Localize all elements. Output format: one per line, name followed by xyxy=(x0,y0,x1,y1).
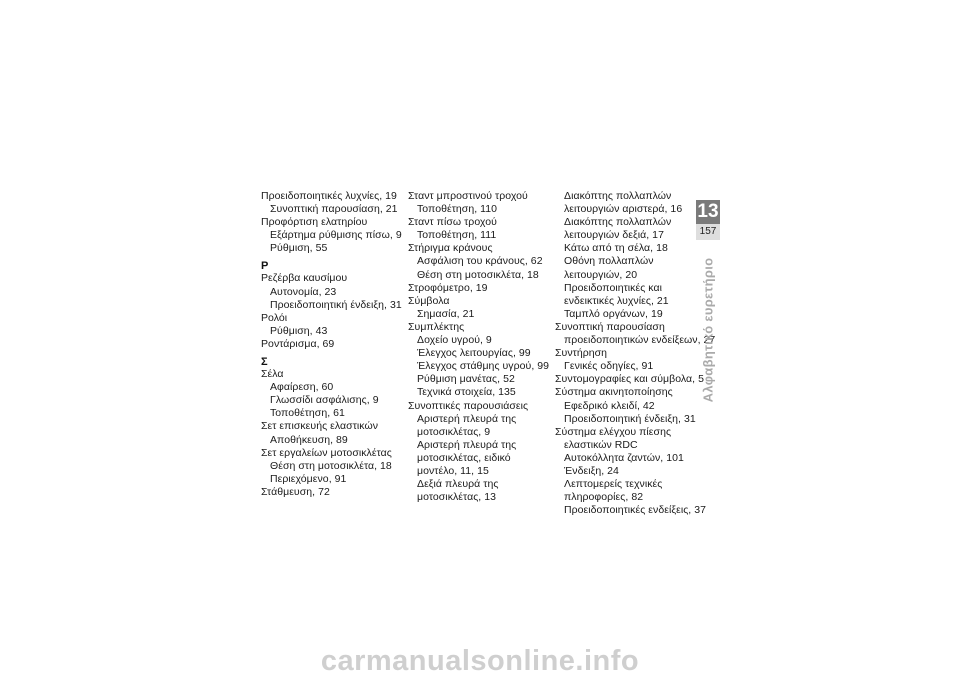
index-entry: Συμπλέκτης xyxy=(408,320,465,333)
index-entry: Τοποθέτηση, 110 xyxy=(417,203,498,216)
index-letter-heading: Ρ xyxy=(261,260,269,273)
index-entry: Δοχείο υγρού, 9 xyxy=(417,334,492,347)
index-entry: Ροντάρισμα, 69 xyxy=(261,337,335,350)
index-entry: Προφόρτιση ελατηρίου xyxy=(261,216,368,229)
index-entry: Συνοπτική παρουσίαση xyxy=(555,320,665,333)
index-entry: ελαστικών RDC xyxy=(564,438,638,451)
index-entry: Θέση στη μοτοσικλέτα, 18 xyxy=(270,459,392,472)
index-entry: Ρεζέρβα καυσίμου xyxy=(261,272,348,285)
index-entry: Κάτω από τη σέλα, 18 xyxy=(564,242,668,255)
index-entry: Συνοπτικές παρουσιάσεις xyxy=(408,399,529,412)
index-entry: Προειδοποιητικές ενδείξεις, 37 xyxy=(564,504,707,517)
index-entry: Αυτονομία, 23 xyxy=(270,285,337,298)
index-entry: ενδεικτικές λυχνίες, 21 xyxy=(564,294,669,307)
index-entry: Έλεγχος λειτουργίας, 99 xyxy=(417,347,531,360)
side-title-text: Αλφαβητικό ευρετήριο xyxy=(700,257,716,403)
index-entry: Σημασία, 21 xyxy=(417,307,475,320)
index-entry: Τοποθέτηση, 111 xyxy=(417,229,497,242)
index-entry: Εξάρτημα ρύθμισης πίσω, 9 xyxy=(270,229,402,242)
index-entry: Συνοπτική παρουσίαση, 21 xyxy=(270,203,398,216)
index-entry: μοντέλο, 11, 15 xyxy=(417,464,489,477)
index-letter-heading: Σ xyxy=(261,356,268,369)
index-entry: Στήριγμα κράνους xyxy=(408,242,493,255)
index-entry: Σετ επισκευής ελαστικών xyxy=(261,420,378,433)
index-entry: Περιεχόμενο, 91 xyxy=(270,472,347,485)
index-entry: Σταντ μπροστινού τροχού xyxy=(408,190,528,202)
index-entry: Προειδοποιητικές λυχνίες, 19 xyxy=(261,190,397,202)
index-entry: Ένδειξη, 24 xyxy=(564,464,619,477)
index-entry: Ταμπλό οργάνων, 19 xyxy=(564,307,663,320)
index-entry: λειτουργιών δεξιά, 17 xyxy=(564,229,664,242)
index-entry: Γλωσσίδι ασφάλισης, 9 xyxy=(270,394,379,407)
watermark: carmanualsonline.info xyxy=(320,645,640,677)
index-entry: Αριστερή πλευρά της xyxy=(417,412,517,425)
index-column-1 xyxy=(261,190,411,499)
index-entry: μοτοσικλέτας, 13 xyxy=(417,491,497,504)
index-entry: Έλεγχος στάθμης υγρού, 99 xyxy=(417,360,550,373)
chapter-tab xyxy=(696,200,720,240)
index-entry: Στάθμευση, 72 xyxy=(261,485,330,498)
index-entry: Ρύθμιση, 55 xyxy=(270,242,328,255)
index-entry: Δεξιά πλευρά της xyxy=(417,478,499,491)
index-entry: Σύστημα ακινητοποίησης xyxy=(555,386,673,399)
index-entry: Αυτοκόλλητα ζαντών, 101 xyxy=(564,451,684,464)
chapter-number: 13 xyxy=(697,201,719,222)
index-entry: πληροφορίες, 82 xyxy=(564,491,644,504)
index-entry: Διακόπτης πολλαπλών xyxy=(564,216,672,229)
index-entry: μοτοσικλέτας, 9 xyxy=(417,425,491,438)
index-entry: Αποθήκευση, 89 xyxy=(270,433,348,446)
index-entry: Ασφάλιση του κράνους, 62 xyxy=(417,255,543,268)
index-entry: Θέση στη μοτοσικλέτα, 18 xyxy=(417,268,539,281)
index-entry: Συντομογραφίες και σύμβολα, 5 xyxy=(555,373,704,386)
index-entry: λειτουργιών, 20 xyxy=(564,268,638,281)
index-entry: Αριστερή πλευρά της xyxy=(417,438,517,451)
index-entry: Εφεδρικό κλειδί, 42 xyxy=(564,399,655,412)
index-entry: Συντήρηση xyxy=(555,347,608,360)
index-entry: Οθόνη πολλαπλών xyxy=(564,255,654,268)
index-entry: Ρύθμιση μανέτας, 52 xyxy=(417,373,515,386)
index-entry: Σέλα xyxy=(261,368,284,381)
index-entry: Προειδοποιητική ένδειξη, 31 xyxy=(270,298,402,311)
index-entry: Σταντ πίσω τροχού xyxy=(408,216,497,229)
index-entry: Τεχνικά στοιχεία, 135 xyxy=(417,386,516,399)
index-entry: λειτουργιών αριστερά, 16 xyxy=(564,203,683,216)
page-number: 157 xyxy=(696,224,720,240)
index-entry: Στροφόμετρο, 19 xyxy=(408,281,488,294)
index-entry: Αφαίρεση, 60 xyxy=(270,381,334,394)
index-entry: μοτοσικλέτας, ειδικό xyxy=(417,451,511,464)
index-entry: Σύστημα ελέγχου πίεσης xyxy=(555,425,672,438)
index-entry: Προειδοποιητική ένδειξη, 31 xyxy=(564,412,696,425)
index-entry: Προειδοποιητικές και xyxy=(564,281,662,294)
index-entry: Τοποθέτηση, 61 xyxy=(270,407,345,420)
index-column-2 xyxy=(408,190,558,504)
index-entry: Διακόπτης πολλαπλών xyxy=(564,190,672,202)
index-entry: Λεπτομερείς τεχνικές xyxy=(564,478,663,491)
index-entry: Σύμβολα xyxy=(408,294,450,307)
index-entry: Ρύθμιση, 43 xyxy=(270,324,328,337)
index-entry: Ρολόι xyxy=(261,311,288,324)
index-entry: Σετ εργαλείων μοτοσικλέτας xyxy=(261,446,392,459)
index-entry: προειδοποιητικών ενδείξεων, 27 xyxy=(564,334,716,347)
index-entry: Γενικές οδηγίες, 91 xyxy=(564,360,654,373)
